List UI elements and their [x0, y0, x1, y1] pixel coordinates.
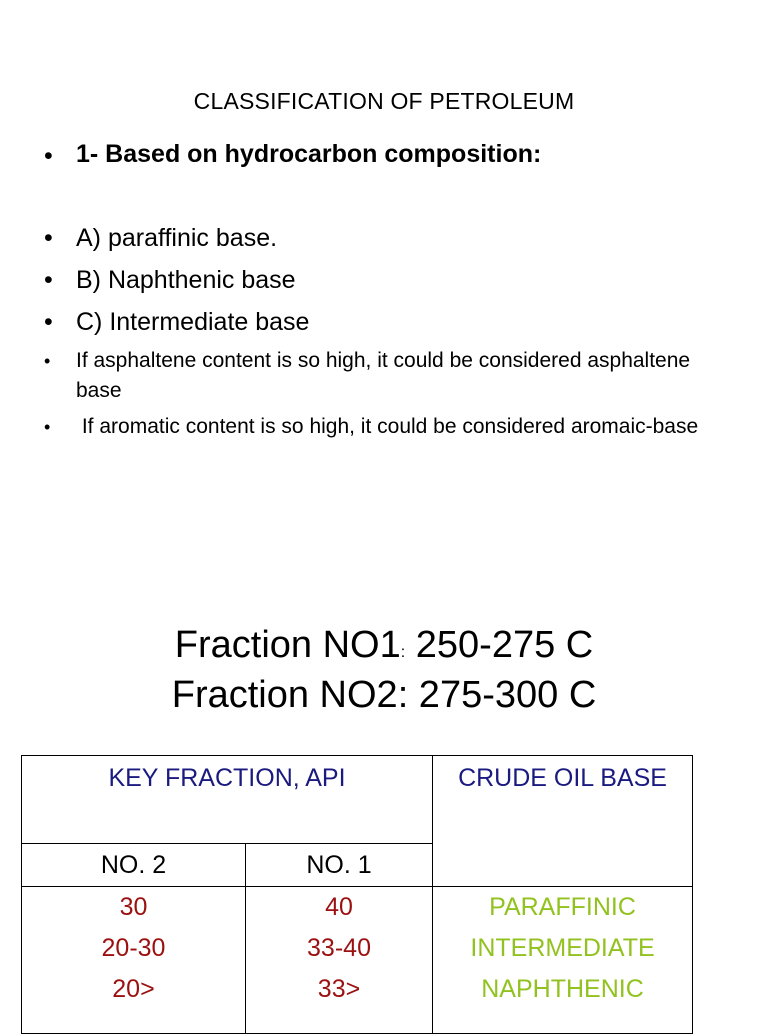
no1-value: 33>: [317, 975, 361, 1003]
no2-value: 30: [119, 893, 148, 921]
base-values-cell: [433, 887, 693, 1034]
bullet-note-text: If aromatic content is so high, it could be considered aromaic-base: [76, 415, 699, 438]
bullet-item-text: C) Intermediate base: [76, 308, 310, 336]
no2-value: 20-30: [101, 934, 166, 962]
fraction-no1-colon: :: [400, 644, 406, 661]
table-row: [22, 887, 693, 1034]
bullet-item-text: B) Naphthenic base: [76, 266, 296, 294]
bullet-dot: •: [44, 142, 53, 170]
fraction-no2: Fraction NO2: 275-300 C: [171, 674, 597, 716]
fraction-no1-range: 250-275 C: [405, 624, 594, 666]
page-title: CLASSIFICATION OF PETROLEUM: [193, 88, 575, 114]
header-no2: NO. 2: [22, 844, 246, 887]
bullet-dot: •: [44, 308, 53, 336]
bullet-dot: •: [44, 351, 51, 371]
no1-value: 40: [325, 893, 353, 921]
bullet-dot: •: [44, 266, 53, 294]
header-key-fraction: KEY FRACTION, API: [22, 756, 433, 844]
no1-values-cell: [246, 887, 433, 1034]
base-value: INTERMEDIATE: [470, 934, 655, 962]
no1-value: 33-40: [307, 934, 371, 962]
bullet-note-text: If asphaltene content is so high, it could be considered asphaltene base: [76, 349, 691, 402]
bullet-dot: •: [44, 417, 51, 437]
base-value: PARAFFINIC: [489, 893, 636, 921]
header-no1: NO. 1: [246, 844, 433, 887]
api-classification-table: [21, 755, 693, 1034]
base-value: NAPHTHENIC: [481, 975, 644, 1003]
fraction-no1-label: Fraction NO1: [174, 624, 401, 666]
header-crude-oil-base: CRUDE OIL BASE: [433, 756, 693, 887]
bullet-dot: •: [44, 224, 53, 252]
bullet-heading-text: 1- Based on hydrocarbon composition:: [76, 140, 542, 168]
no2-values-cell: [22, 887, 246, 1034]
no2-value: 20>: [112, 975, 155, 1003]
table-header-row: [22, 756, 693, 844]
bullet-item-text: A) paraffinic base.: [76, 224, 278, 252]
